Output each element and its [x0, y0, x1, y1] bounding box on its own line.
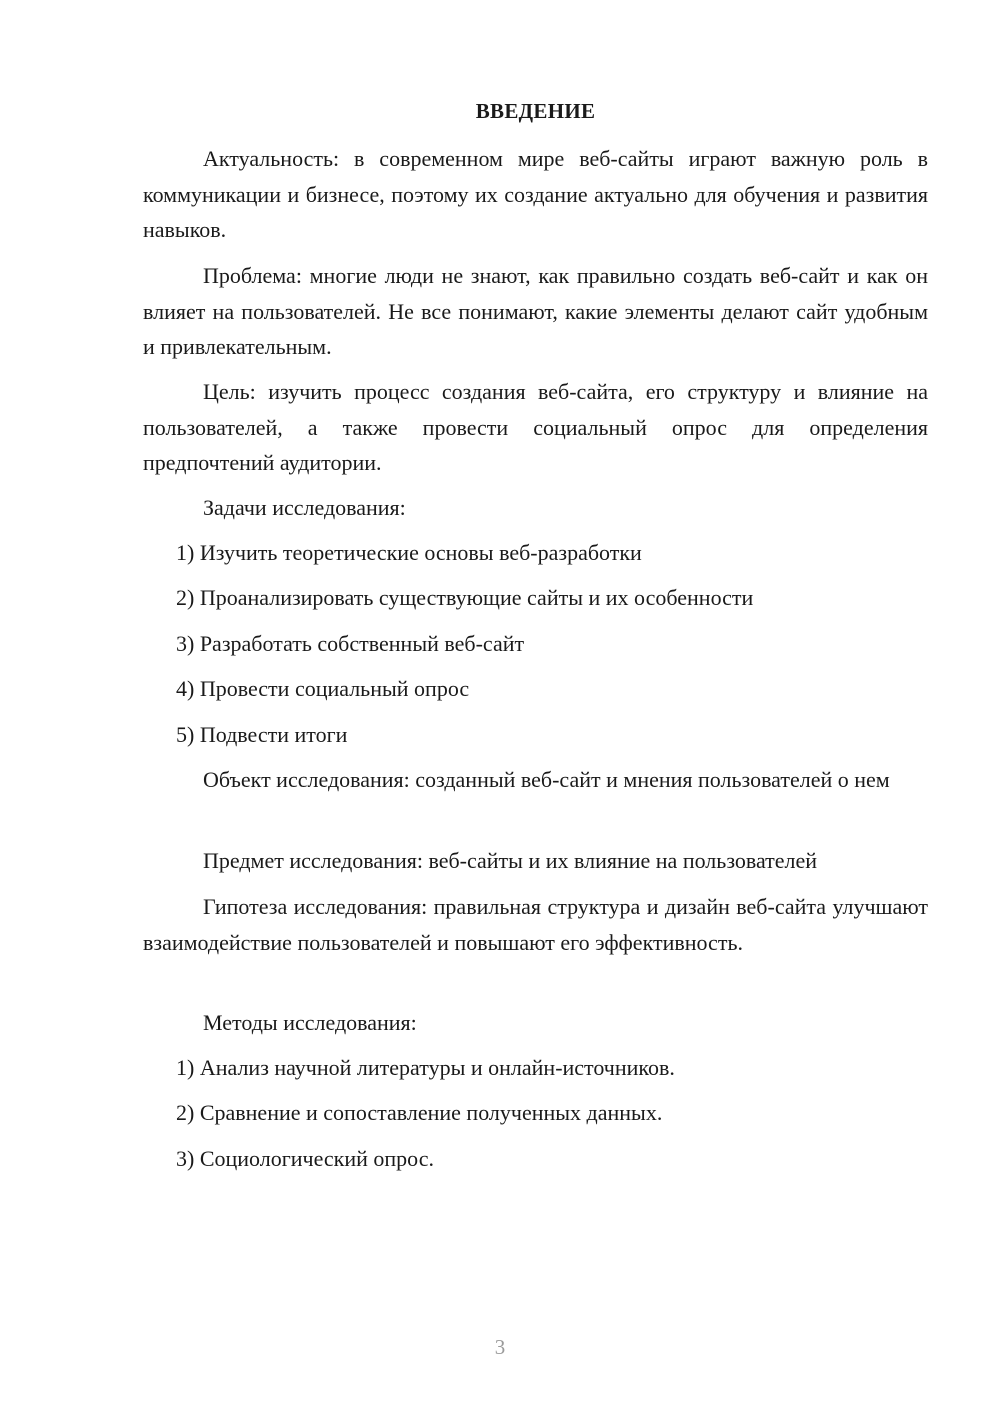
relevance-paragraph: Актуальность: в современном мире веб-сайты играют важную роль в коммуникации и бизнесе, поэтому их создание актуально для обучения и развития навыков.: [143, 146, 928, 242]
task-item: 2) Проанализировать существующие сайты и их особенности: [176, 585, 754, 610]
task-item: 3) Разработать собственный веб-сайт: [176, 631, 525, 656]
task-item: 4) Провести социальный опрос: [176, 676, 470, 701]
method-item: 1) Анализ научной литературы и онлайн-источников.: [176, 1055, 675, 1080]
goal-paragraph: Цель: изучить процесс создания веб-сайта, его структуру и влияние на пользователей, а также провести социальный опрос для определения предпочтений аудитории.: [143, 379, 928, 475]
tasks-heading: Задачи исследования:: [203, 495, 406, 520]
hypothesis-paragraph: Гипотеза исследования: правильная структура и дизайн веб-сайта улучшают взаимодействие пользователей и повышают его эффективность.: [143, 894, 928, 955]
task-item: 1) Изучить теоретические основы веб-разработки: [176, 540, 642, 565]
page-number: 3: [494, 1335, 506, 1359]
object-paragraph: Объект исследования: созданный веб-сайт и мнения пользователей о нем: [203, 767, 890, 792]
methods-heading: Методы исследования:: [203, 1010, 417, 1035]
task-item: 5) Подвести итоги: [176, 722, 348, 747]
problem-paragraph: Проблема: многие люди не знают, как правильно создать веб-сайт и как он влияет на пользователей. Не все понимают, какие элементы делают сайт удобным и привлекательным.: [143, 263, 928, 359]
section-title: ВВЕДЕНИЕ: [475, 99, 596, 123]
method-item: 3) Социологический опрос.: [176, 1146, 434, 1171]
subject-paragraph: Предмет исследования: веб-сайты и их влияние на пользователей: [203, 848, 818, 873]
method-item: 2) Сравнение и сопоставление полученных данных.: [176, 1100, 663, 1125]
